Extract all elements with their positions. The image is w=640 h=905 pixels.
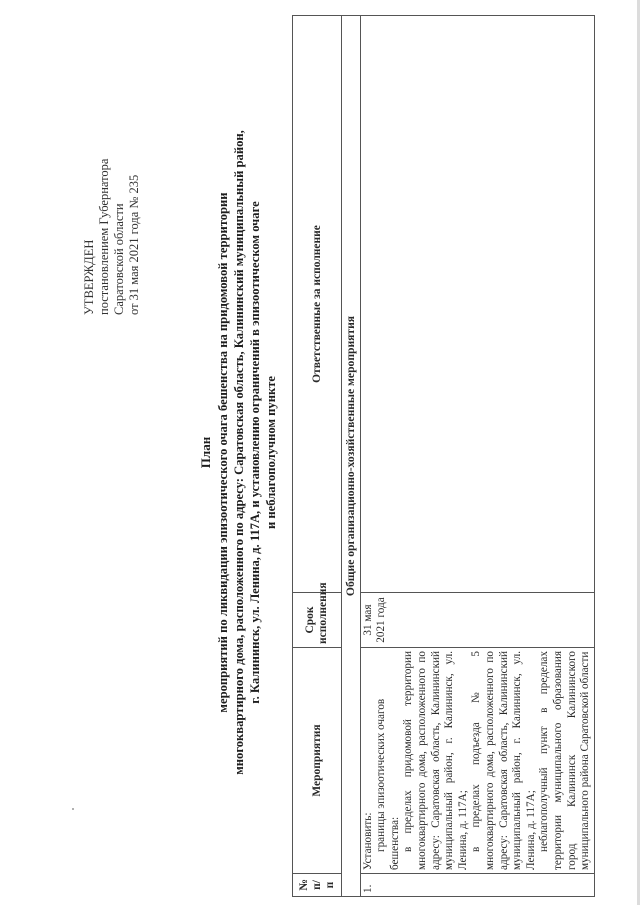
term-line: 31 мая: [361, 604, 374, 636]
action-line: границы эпизоотических очагов бешенства:: [375, 698, 401, 870]
approval-line: постановлением Губернатора: [97, 158, 111, 315]
measures-table: [292, 15, 595, 897]
row-term: [360, 593, 594, 648]
title-line: мероприятий по ликвидации эпизоотического очага бешенства на придомовой территории: [216, 192, 230, 713]
approval-line: Саратовской области: [112, 203, 126, 315]
header-num: № п/п: [293, 874, 342, 897]
title-plan-word: План: [198, 436, 213, 469]
header-responsible: Ответственные за исполнение: [293, 16, 342, 593]
action-line: Установить:: [361, 812, 374, 870]
header-term: Срок исполнения: [293, 593, 342, 648]
header-action: Мероприятия: [293, 648, 342, 874]
table-header-row: [293, 16, 342, 897]
term-line: 2021 года: [375, 597, 388, 643]
section-title: Общие организационно-хозяйственные мероприятия: [342, 16, 361, 897]
approval-line: от 31 мая 2021 года № 235: [127, 174, 141, 315]
title-line: многоквартирного дома, расположенного по адресу: Саратовская область, Калининский муниципальный район,: [232, 130, 246, 775]
title-line: г. Калининск, ул. Ленина, д. 117А, и установлению ограничений в эпизоотическом очаге: [248, 201, 262, 704]
row-num: 1.: [360, 874, 594, 897]
approval-stamp: [82, 15, 142, 315]
action-line: в пределах подъезда № 5 многоквартирного дома, расположенного по адресу: Саратовская область, Калининский муниципальный район, г. Калининск, ул. Ленина, д. 117А;: [470, 651, 537, 870]
row-responsible: [360, 16, 594, 593]
title-line: и неблагополучном пункте: [264, 375, 278, 530]
row-action: [360, 648, 594, 874]
table-row: [360, 16, 594, 897]
action-line: в пределах придомовой территории многоквартирного дома, расположенного по адресу: Саратовская область, Калининский муниципальный район, г. Калининск, ул. Ленина, д. 117А;: [402, 651, 469, 870]
action-line: неблагополучный пункт в пределах территории муниципального образования город Калининск Калининского муниципального района Саратовской области: [538, 651, 592, 870]
approval-line: УТВЕРЖДЕН: [82, 239, 96, 315]
document-title: [198, 80, 279, 825]
section-row: [342, 16, 361, 897]
